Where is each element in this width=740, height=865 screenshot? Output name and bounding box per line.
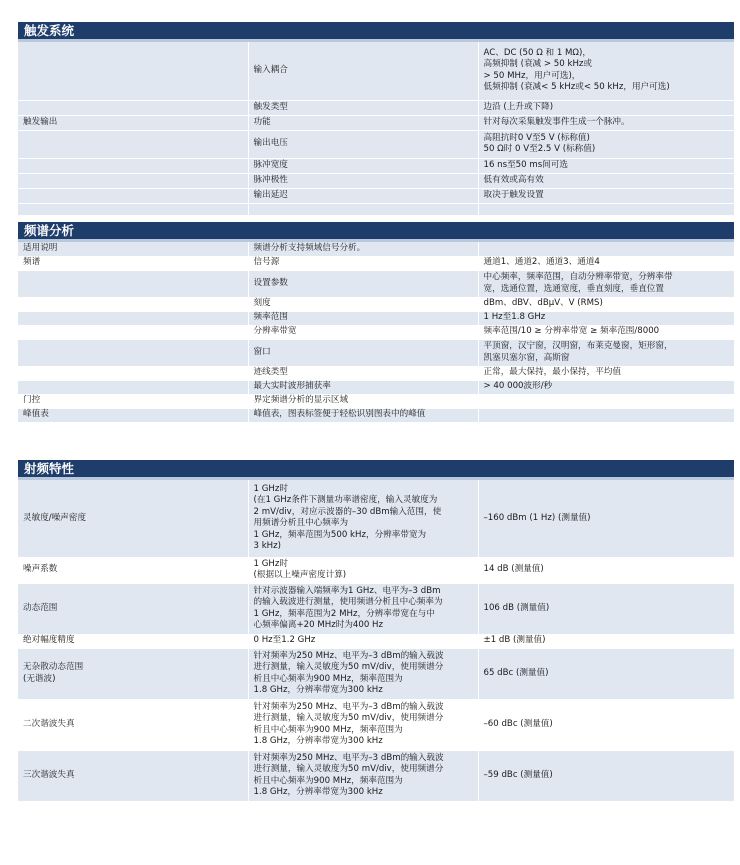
row-parameter: 迹线类型 bbox=[248, 366, 478, 380]
row-value: dBm、dBV、dBμV、V (RMS) bbox=[478, 297, 734, 311]
row-category bbox=[18, 380, 248, 394]
row-parameter: 信号源 bbox=[248, 256, 478, 270]
row-category: 灵敏度/噪声密度 bbox=[18, 480, 248, 557]
row-value: 平顶窗，汉宁窗，汉明窗，布莱克曼窗，矩形窗， 凯塞贝塞尔窗，高斯窗 bbox=[478, 339, 734, 366]
row-category: 门控 bbox=[18, 394, 248, 408]
row-category bbox=[18, 100, 248, 115]
row-parameter: 针对频率为250 MHz、电平为–3 dBm的输入载波 进行测量，输入灵敏度为50 mV/div，使用频谱分 析且中心频率为900 MHz，频率范围为 1.8 GHz，分辨率带宽为300 kHz bbox=[248, 648, 478, 699]
table-row bbox=[18, 648, 734, 699]
table-row bbox=[18, 325, 734, 339]
row-value: 通道1、通道2、通道3、通道4 bbox=[478, 256, 734, 270]
table-row bbox=[18, 188, 734, 203]
trigger-system-section bbox=[18, 22, 734, 216]
row-value: 106 dB (测量值) bbox=[478, 583, 734, 634]
row-category: 频谱 bbox=[18, 256, 248, 270]
row-value bbox=[478, 394, 734, 408]
row-value: 取决于触发设置 bbox=[478, 188, 734, 203]
row-value: 高阻抗时0 V至5 V (标称值) 50 Ω时 0 V至2.5 V (标称值) bbox=[478, 130, 734, 158]
row-value: 频率范围/10 ≥ 分辨率带宽 ≥ 频率范围/8000 bbox=[478, 325, 734, 339]
row-parameter: 触发类型 bbox=[248, 100, 478, 115]
row-category bbox=[18, 270, 248, 297]
row-category bbox=[18, 311, 248, 325]
row-parameter: 1 GHz时 (根据以上噪声密度计算) bbox=[248, 557, 478, 583]
table-row bbox=[18, 173, 734, 188]
spec-table bbox=[18, 42, 734, 216]
row-value: 正常，最大保持，最小保持，平均值 bbox=[478, 366, 734, 380]
row-parameter: 分辨率带宽 bbox=[248, 325, 478, 339]
table-row bbox=[18, 242, 734, 256]
table-row bbox=[18, 480, 734, 557]
row-value: –59 dBc (测量值) bbox=[478, 750, 734, 801]
row-value: 中心频率，频率范围，自动分辨率带宽，分辨率带 宽，选通位置，选通宽度，垂直刻度，垂直位置 bbox=[478, 270, 734, 297]
row-parameter: 频率范围 bbox=[248, 311, 478, 325]
table-row bbox=[18, 557, 734, 583]
row-parameter: 频谱分析支持频域信号分析。 bbox=[248, 242, 478, 256]
table-row bbox=[18, 115, 734, 130]
table-row bbox=[18, 270, 734, 297]
row-category bbox=[18, 173, 248, 188]
row-parameter: 最大实时波形捕获率 bbox=[248, 380, 478, 394]
row-parameter: 峰值表，图表标签便于轻松识别图表中的峰值 bbox=[248, 408, 478, 422]
row-category: 适用说明 bbox=[18, 242, 248, 256]
table-row bbox=[18, 311, 734, 325]
table-row bbox=[18, 297, 734, 311]
row-category: 噪声系数 bbox=[18, 557, 248, 583]
row-parameter: 功能 bbox=[248, 115, 478, 130]
row-category bbox=[18, 42, 248, 100]
row-parameter: 0 Hz至1.2 GHz bbox=[248, 634, 478, 648]
row-parameter: 针对频率为250 MHz、电平为–3 dBm的输入载波 进行测量，输入灵敏度为50 mV/div，使用频谱分 析且中心频率为900 MHz，频率范围为 1.8 GHz，分辨率带宽为300 kHz bbox=[248, 699, 478, 750]
table-row bbox=[18, 750, 734, 801]
row-category bbox=[18, 339, 248, 366]
row-value: AC、DC (50 Ω 和 1 MΩ)， 高频抑制 (衰减 > 50 kHz或 > 50 MHz，用户可选)， 低频抑制 (衰减< 5 kHz或< 50 kHz，用户可选) bbox=[478, 42, 734, 100]
row-value: 低有效或高有效 bbox=[478, 173, 734, 188]
spectrum-analysis-section bbox=[18, 222, 734, 423]
row-value: –60 dBc (测量值) bbox=[478, 699, 734, 750]
row-value: 1 Hz至1.8 GHz bbox=[478, 311, 734, 325]
row-value: –160 dBm (1 Hz) (测量值) bbox=[478, 480, 734, 557]
table-row bbox=[18, 634, 734, 648]
table-row bbox=[18, 366, 734, 380]
section-title: 触发系统 bbox=[18, 22, 734, 39]
row-category: 无杂散动态范围 (无谐波) bbox=[18, 648, 248, 699]
row-parameter: 脉冲极性 bbox=[248, 173, 478, 188]
row-parameter: 脉冲宽度 bbox=[248, 158, 478, 173]
row-value: 14 dB (测量值) bbox=[478, 557, 734, 583]
row-parameter: 输入耦合 bbox=[248, 42, 478, 100]
table-row bbox=[18, 408, 734, 422]
row-category bbox=[18, 366, 248, 380]
row-category: 绝对幅度精度 bbox=[18, 634, 248, 648]
row-category: 三次谐波失真 bbox=[18, 750, 248, 801]
row-category: 峰值表 bbox=[18, 408, 248, 422]
table-row bbox=[18, 583, 734, 634]
row-parameter: 输出延迟 bbox=[248, 188, 478, 203]
row-value: 边沿 (上升或下降) bbox=[478, 100, 734, 115]
table-row bbox=[18, 203, 734, 215]
row-parameter: 输出电压 bbox=[248, 130, 478, 158]
section-title: 射频特性 bbox=[18, 460, 734, 477]
table-row bbox=[18, 699, 734, 750]
row-category bbox=[18, 297, 248, 311]
row-category bbox=[18, 130, 248, 158]
table-row bbox=[18, 130, 734, 158]
row-value: 针对每次采集触发事件生成一个脉冲。 bbox=[478, 115, 734, 130]
table-row bbox=[18, 380, 734, 394]
row-category: 触发输出 bbox=[18, 115, 248, 130]
row-value bbox=[478, 408, 734, 422]
table-row bbox=[18, 158, 734, 173]
row-value: > 40 000波形/秒 bbox=[478, 380, 734, 394]
table-row bbox=[18, 100, 734, 115]
row-parameter: 针对示波器输入端频率为1 GHz、电平为–3 dBm 的输入载波进行测量，使用频谱分析且中心频率为 1 GHz，频率范围为2 MHz，分辨率带宽在与中 心频率偏离+20 MHz时为400 Hz bbox=[248, 583, 478, 634]
table-row bbox=[18, 339, 734, 366]
spec-table bbox=[18, 242, 734, 423]
row-parameter: 1 GHz时 (在1 GHz条件下测量功率谱密度，输入灵敏度为 2 mV/div，对应示波器的–30 dBm输入范围，使 用频谱分析且中心频率为 1 GHz，频率范围为500 kHz，分辨率带宽为 3 kHz) bbox=[248, 480, 478, 557]
row-category bbox=[18, 158, 248, 173]
section-title: 频谱分析 bbox=[18, 222, 734, 239]
table-row bbox=[18, 256, 734, 270]
row-category: 动态范围 bbox=[18, 583, 248, 634]
table-row bbox=[18, 394, 734, 408]
row-parameter: 刻度 bbox=[248, 297, 478, 311]
row-parameter: 界定频谱分析的显示区域 bbox=[248, 394, 478, 408]
row-parameter: 设置参数 bbox=[248, 270, 478, 297]
table-row bbox=[18, 42, 734, 100]
row-value bbox=[478, 242, 734, 256]
row-value: 65 dBc (测量值) bbox=[478, 648, 734, 699]
row-parameter: 针对频率为250 MHz、电平为–3 dBm的输入载波 进行测量，输入灵敏度为50 mV/div，使用频谱分 析且中心频率为900 MHz，频率范围为 1.8 GHz，分辨率带宽为300 kHz bbox=[248, 750, 478, 801]
rf-characteristics-section bbox=[18, 460, 734, 802]
row-category bbox=[18, 188, 248, 203]
row-category bbox=[18, 325, 248, 339]
row-parameter: 窗口 bbox=[248, 339, 478, 366]
spec-table bbox=[18, 480, 734, 802]
row-value: ±1 dB (测量值) bbox=[478, 634, 734, 648]
row-value: 16 ns至50 ms间可选 bbox=[478, 158, 734, 173]
row-category: 二次谐波失真 bbox=[18, 699, 248, 750]
